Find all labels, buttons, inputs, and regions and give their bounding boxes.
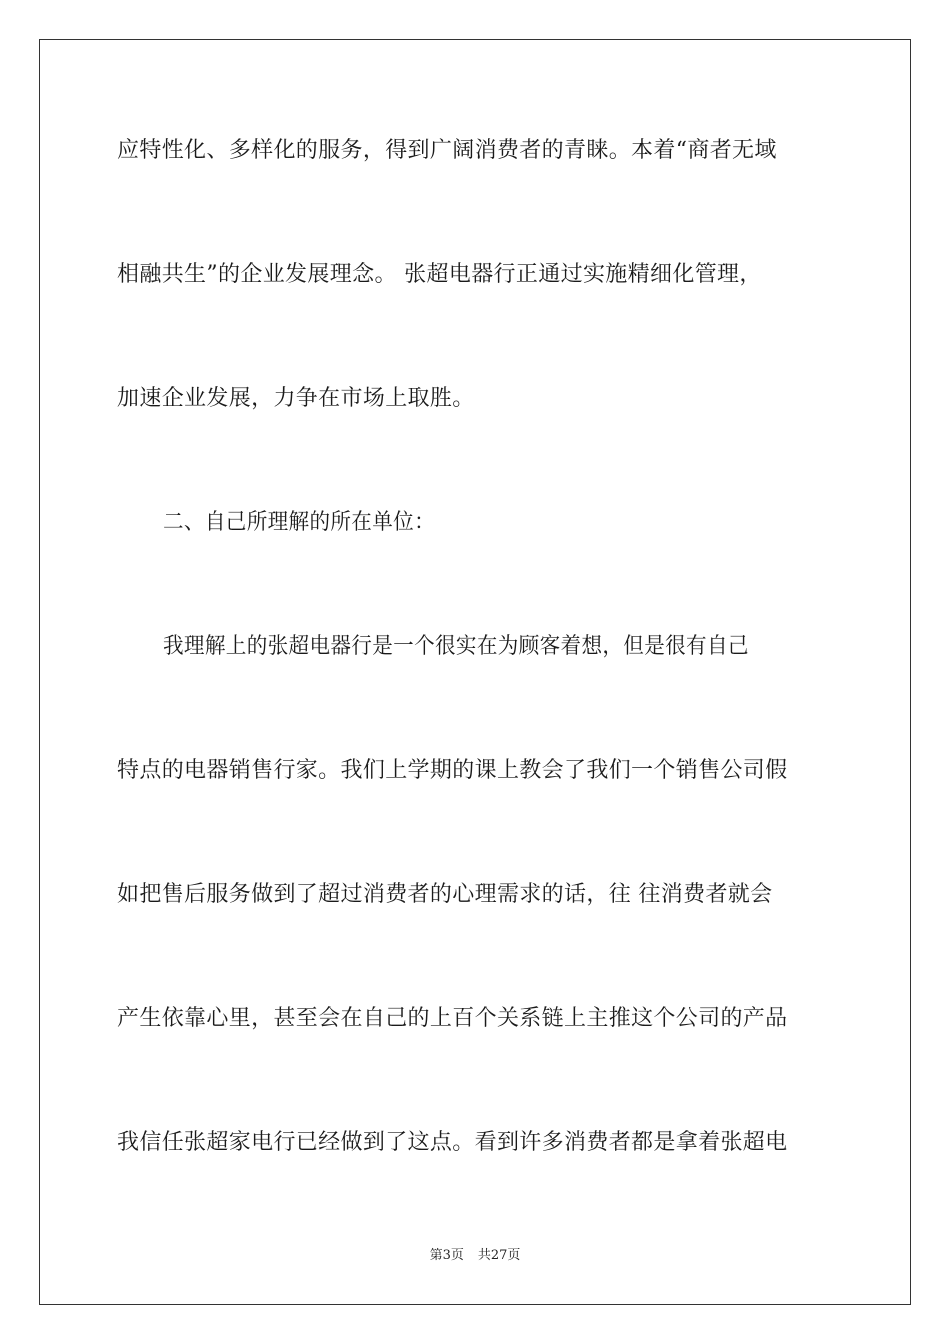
paragraph-line: 相融共生”的企业发展理念。 张超电器行正通过实施精细化管理， [117,262,762,287]
paragraph-line: 特点的电器销售行家。我们上学期的课上教会了我们一个销售公司假 [117,758,788,783]
paragraph-line: 应特性化、多样化的服务，得到广阔消费者的青睐。本着“商者无域 [117,138,777,163]
paragraph-line: 我信任张超家电行已经做到了这点。看到许多消费者都是拿着张超电 [117,1130,788,1155]
paragraph-line: 加速企业发展，力争在市场上取胜。 [117,386,475,411]
page-number-current: 第3页 [429,1248,464,1263]
paragraph-line: 如把售后服务做到了超过消费者的心理需求的话，往 往消费者就会 [117,882,773,907]
page-footer [0,1247,950,1265]
paragraph-line: 产生依靠心里，甚至会在自己的上百个关系链上主推这个公司的产品 [117,1006,788,1031]
paragraph-line: 我理解上的张超电器行是一个很实在为顾客着想，但是很有自己 [163,634,749,659]
section-heading: 二、自己所理解的所在单位： [163,510,435,535]
page-border [39,39,911,1305]
page-number-total: 共27页 [477,1248,521,1263]
